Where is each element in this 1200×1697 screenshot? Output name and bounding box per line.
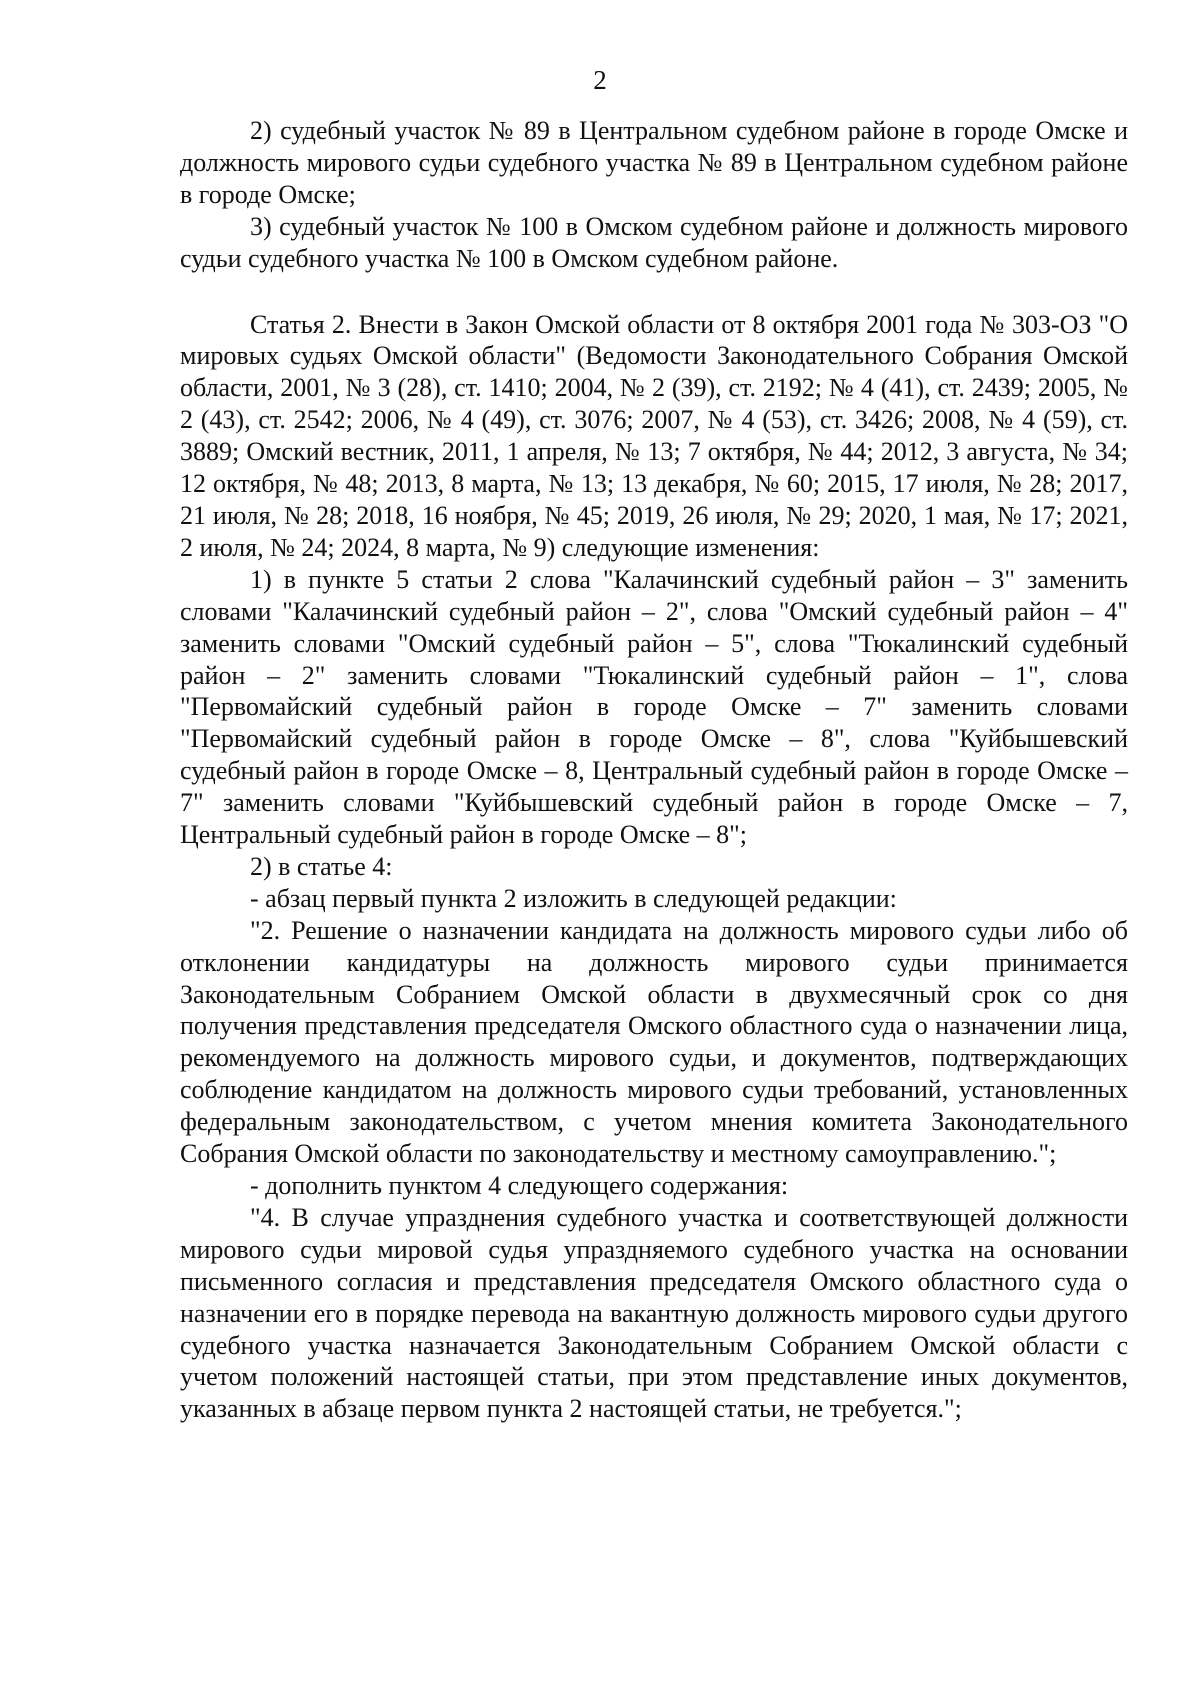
amendment-item-2: 2) в статье 4: [250,851,393,881]
quoted-point-2: "2. Решение о назначении кандидата на должность мирового судьи либо об отклонении кандидатуры на должность мирового судьи принимается Законодательным Собранием Омской области в двухмесячный срок со дня получения представления председателя Омского областного суда о назначении лица, рекомендуемого на должность мирового судьи, и документов, подтверждающих соблюдение кандидатом на должность мирового судьи требований, установленных федеральным законодательством, с учетом мнения комитета Законодательного Собрания Омской области по законодательству и местному самоуправлению."; [180,915,1128,1169]
quoted-point-4: "4. В случае упразднения судебного участка и соответствующей должности мирового судьи мировой судья упраздняемого судебного участка на основании письменного согласия и представления председателя Омского областного суда о назначении его в порядке перевода на вакантную должность мирового судьи другого судебного участка назначается Законодательным Собранием Омской области с учетом положений настоящей статьи, при этом представление иных документов, указанных в абзаце первом пункта 2 настоящей статьи, не требуется."; [180,1202,1128,1424]
paragraph-item-3: 3) судебный участок № 100 в Омском судебном районе и должность мирового судьи судебного участка № 100 в Омском судебном районе. [180,211,1128,273]
amendment-item-1: 1) в пункте 5 статьи 2 слова "Калачинский судебный район – 3" заменить словами "Калачинский судебный район – 2", слова "Омский судебный район – 4" заменить словами "Омский судебный район – 5", слова "Тюкалинский судебный район – 2" заменить словами "Тюкалинский судебный район – 1", слова "Первомайский судебный район в городе Омске – 7" заменить словами "Первомайский судебный район в городе Омске – 8", слова "Куйбышевский судебный район в городе Омске – 8, Центральный судебный район в городе Омске – 7" заменить словами "Куйбышевский судебный район в городе Омске – 7, Центральный судебный район в городе Омске – 8"; [180,564,1128,850]
article-2-paragraph: Статья 2. Внести в Закон Омской области от 8 октября 2001 года № 303-ОЗ "О мировых судьях Омской области" (Ведомости Законодательного Собрания Омской области, 2001, № 3 (28), ст. 1410; 2004, № 2 (39), ст. 2192; № 4 (41), ст. 2439; 2005, № 2 (43), ст. 2542; 2006, № 4 (49), ст. 3076; 2007, № 4 (53), ст. 3426; 2008, № 4 (59), ст. 3889; Омский вестник, 2011, 1 апреля, № 13; 7 октября, № 44; 2012, 3 августа, № 34; 12 октября, № 48; 2013, 8 марта, № 13; 13 декабря, № 60; 2015, 17 июля, № 28; 2017, 21 июля, № 28; 2018, 16 ноября, № 45; 2019, 26 июля, № 29; 2020, 1 мая, № 17; 2021, 2 июля, № 24; 2024, 8 марта, № 9) следующие изменения: [180,309,1128,562]
page-number: 2 [593,65,607,95]
sub-item-point-4: - дополнить пунктом 4 следующего содержания: [250,1171,789,1200]
document-body [180,115,1128,1425]
paragraph-spacer [180,275,1128,309]
paragraph-item-2: 2) судебный участок № 89 в Центральном судебном районе в городе Омске и должность мирового судьи судебного участка № 89 в Центральном судебном районе в городе Омске; [180,116,1128,209]
sub-item-paragraph-1: - абзац первый пункта 2 изложить в следующей редакции: [250,883,897,913]
